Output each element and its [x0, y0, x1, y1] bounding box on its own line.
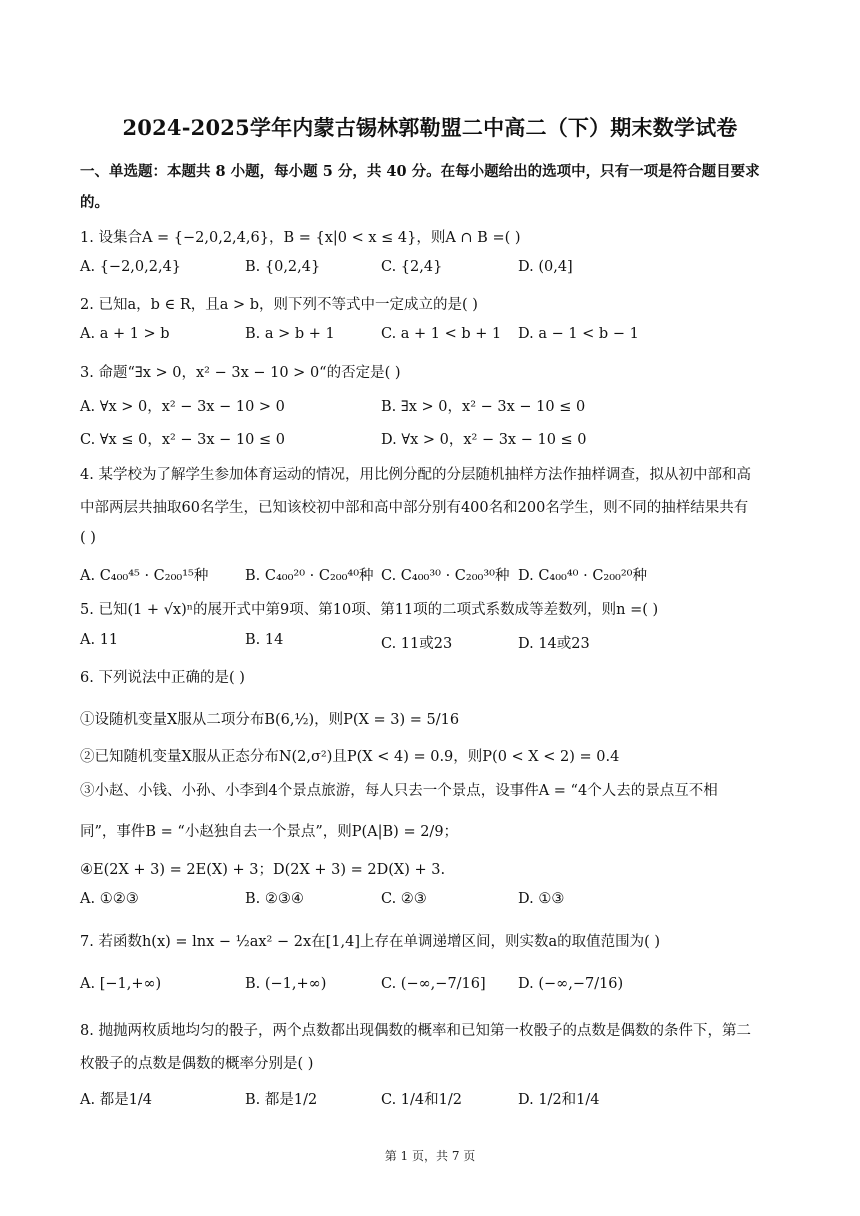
q1-option-c: C. {2,4}	[381, 259, 443, 275]
q4-option-a: A. C₄₀₀⁴⁵ · C₂₀₀¹⁵种	[80, 568, 209, 584]
q8-option-b: B. 都是1/2	[245, 1092, 318, 1108]
question-4-stem-3: ( )	[80, 530, 96, 546]
q1-option-d: D. (0,4]	[518, 259, 573, 275]
q6-option-c: C. ②③	[381, 891, 427, 907]
q7-option-b: B. (−1,+∞)	[245, 976, 327, 992]
q5-option-d: D. 14或23	[518, 636, 590, 652]
q4-option-d: D. C₄₀₀⁴⁰ · C₂₀₀²⁰种	[518, 568, 647, 584]
q3-option-d: D. ∀x > 0，x² − 3x − 10 ≤ 0	[381, 432, 587, 448]
q6-statement-4: ④E(2X + 3) = 2E(X) + 3；D(2X + 3) = 2D(X) + 3.	[80, 862, 446, 878]
q2-option-a: A. a + 1 > b	[80, 326, 170, 342]
q6-option-b: B. ②③④	[245, 891, 304, 907]
q7-option-a: A. [−1,+∞)	[80, 976, 162, 992]
q5-option-b: B. 14	[245, 632, 284, 648]
q2-option-c: C. a + 1 < b + 1	[381, 326, 502, 342]
q6-statement-1: ①设随机变量X服从二项分布B(6,½)，则P(X = 3) = 5/16	[80, 712, 460, 728]
q2-option-b: B. a > b + 1	[245, 326, 335, 342]
q8-option-c: C. 1/4和1/2	[381, 1092, 462, 1108]
question-8-stem-2: 枚骰子的点数是偶数的概率分别是( )	[80, 1056, 314, 1072]
q6-statement-3-cont: 同”，事件B = “小赵独自去一个景点”，则P(A|B) = 2/9；	[80, 824, 459, 840]
question-2-stem: 2. 已知a，b ∈ R，且a > b，则下列不等式中一定成立的是( )	[80, 297, 478, 313]
q3-option-a: A. ∀x > 0，x² − 3x − 10 > 0	[80, 399, 285, 415]
q6-option-d: D. ①③	[518, 891, 565, 907]
q1-option-b: B. {0,2,4}	[245, 259, 321, 275]
section-heading: 一、单选题：本题共 8 小题，每小题 5 分，共 40 分。在每小题给出的选项中，只有一项是符合题目要求	[80, 163, 760, 180]
question-1-stem: 1. 设集合A = {−2,0,2,4,6}，B = {x|0 < x ≤ 4}，则A ∩ B =( )	[80, 230, 521, 246]
page-footer: 第 1 页，共 7 页	[384, 1149, 476, 1163]
question-4-stem-1: 4. 某学校为了解学生参加体育运动的情况，用比例分配的分层随机抽样方法作抽样调查，拟从初中部和高	[80, 467, 751, 483]
question-7-stem: 7. 若函数h(x) = lnx − ½ax² − 2x在[1,4]上存在单调递增区间，则实数a的取值范围为( )	[80, 934, 661, 950]
q6-statement-3: ③小赵、小钱、小孙、小李到4个景点旅游，每人只去一个景点，设事件A = “4个人去的景点互不相	[80, 783, 718, 799]
q3-option-c: C. ∀x ≤ 0，x² − 3x − 10 ≤ 0	[80, 432, 285, 448]
q5-option-a: A. 11	[80, 632, 119, 648]
q7-option-c: C. (−∞,−7/16]	[381, 976, 486, 992]
q6-statement-2: ②已知随机变量X服从正态分布N(2,σ²)且P(X < 4) = 0.9，则P(0 < X < 2) = 0.4	[80, 749, 620, 765]
question-8-stem-1: 8. 抛抛两枚质地均匀的骰子，两个点数都出现偶数的概率和已知第一枚骰子的点数是偶数的条件下，第二	[80, 1023, 751, 1039]
q7-option-d: D. (−∞,−7/16)	[518, 976, 624, 992]
q5-option-c: C. 11或23	[381, 636, 453, 652]
question-3-stem: 3. 命题“∃x > 0，x² − 3x − 10 > 0“的否定是( )	[80, 365, 401, 381]
q3-option-b: B. ∃x > 0，x² − 3x − 10 ≤ 0	[381, 399, 586, 415]
question-4-stem-2: 中部两层共抽取60名学生，已知该校初中部和高中部分别有400名和200名学生，则不同的抽样结果共有	[80, 500, 749, 516]
q8-option-d: D. 1/2和1/4	[518, 1092, 600, 1108]
q6-option-a: A. ①②③	[80, 891, 139, 907]
q8-option-a: A. 都是1/4	[80, 1092, 153, 1108]
q4-option-b: B. C₄₀₀²⁰ · C₂₀₀⁴⁰种	[245, 568, 374, 584]
q1-option-a: A. {−2,0,2,4}	[80, 259, 182, 275]
exam-title: 2024-2025学年内蒙古锡林郭勒盟二中高二（下）期末数学试卷	[122, 115, 738, 140]
question-6-stem: 6. 下列说法中正确的是( )	[80, 670, 245, 686]
section-heading-cont: 的。	[80, 194, 109, 211]
question-5-stem: 5. 已知(1 + √x)ⁿ的展开式中第9项、第10项、第11项的二项式系数成等差数列，则n =( )	[80, 602, 659, 618]
q4-option-c: C. C₄₀₀³⁰ · C₂₀₀³⁰种	[381, 568, 510, 584]
q2-option-d: D. a − 1 < b − 1	[518, 326, 639, 342]
